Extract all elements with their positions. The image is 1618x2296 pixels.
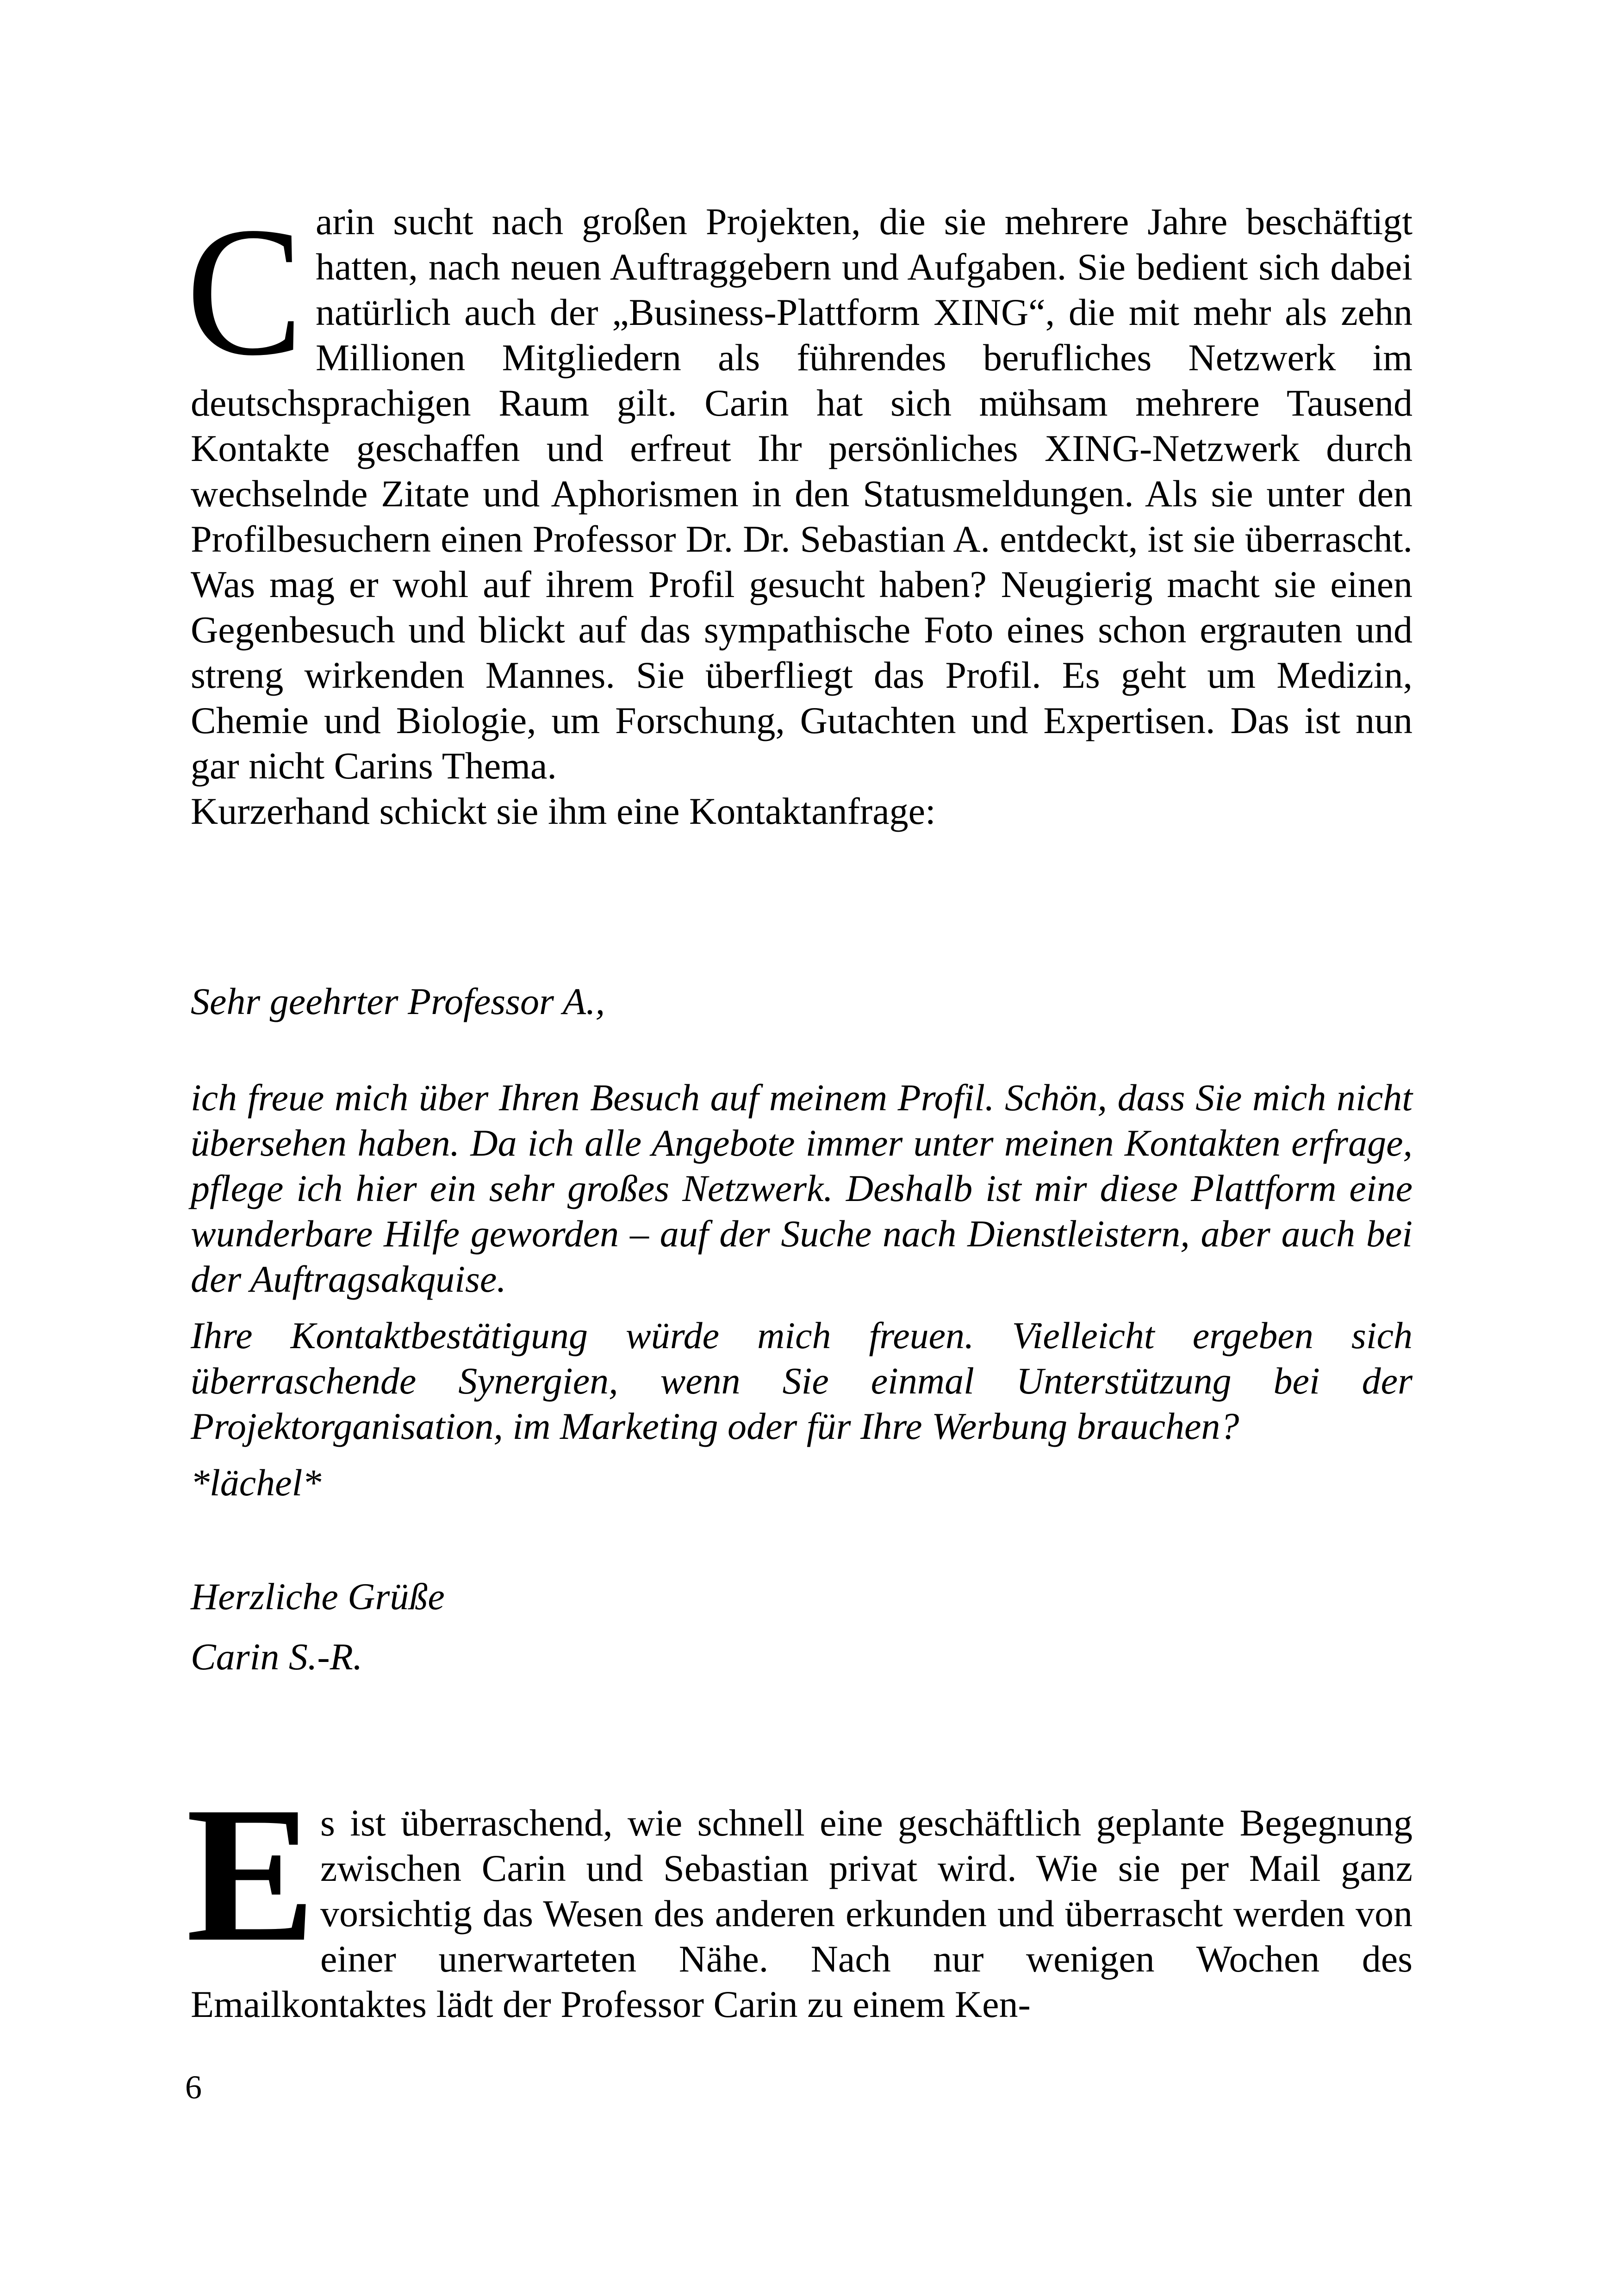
letter-paragraph-1: ich freue mich über Ihren Besuch auf meinem Profil. Schön, dass Sie mich nicht übersehen haben. Da ich alle Angebote immer unter meinen Kontakten erfrage, pflege ich hier ein sehr großes Netzwerk. Deshalb ist mir diese Plattform eine wunderbare Hilfe geworden – auf der Suche nach Dienstleistern, aber auch bei der Auftragsakquise. [191, 1076, 1413, 1300]
intro-text: arin sucht nach großen Projekten, die sie mehrere Jahre beschäftigt hatten, nach neuen Auftraggebern und Aufgaben. Sie bedient sich dabei natürlich auch der „Business-Plattform XING“, die mit mehr als zehn Millionen Mitgliedern als führendes berufliches Netzwerk im deutschsprachigen Raum gilt. Carin hat sich mühsam mehrere Tausend Kontakte geschaffen und erfreut Ihr persönliches XING-Netzwerk durch wechselnde Zitate und Aphorismen in den Statusmeldungen. Als sie unter den Profilbesuchern einen Professor Dr. Dr. Sebastian A. entdeckt, ist sie überrascht. Was mag er wohl auf ihrem Profil gesucht haben? Neugierig macht sie einen Gegenbesuch und blickt auf das sympathische Foto eines schon ergrauten und streng wirkenden Mannes. Sie überfliegt das Profil. Es geht um Medizin, Chemie und Biologie, um Forschung, Gutachten und Expertisen. Das ist nun gar nicht Carins Thema. [191, 200, 1413, 787]
page-number: 6 [185, 2069, 202, 2106]
continuation-text: s ist überraschend, wie schnell eine geschäftlich geplante Begegnung zwischen Carin und Sebastian privat wird. Wie sie per Mail ganz vorsichtig das Wesen des anderen erkunden und überrascht werden von einer unerwarteten Nähe. Nach nur wenigen Wochen des Emailkontaktes lädt der Professor Carin zu einem Ken- [191, 1802, 1413, 2025]
continuation-dropcap: E [186, 1767, 316, 1982]
letter-aside: *lächel* [191, 1462, 322, 1504]
letter-signature: Carin S.-R. [191, 1636, 363, 1678]
letter-salutation: Sehr geehrter Professor A., [191, 980, 605, 1022]
letter-closing: Herzliche Grüße [191, 1575, 445, 1618]
intro-paragraph [186, 189, 1413, 834]
intro-dropcap: C [186, 189, 304, 394]
intro-last-line: Kurzerhand schickt sie ihm eine Kontaktanfrage: [191, 790, 936, 832]
letter-paragraph-2: Ihre Kontaktbestätigung würde mich freuen. Vielleicht ergeben sich überraschende Synergien, wenn Sie einmal Unterstützung bei der Projektorganisation, im Marketing oder für Ihre Werbung brauchen? [191, 1314, 1413, 1447]
continuation-paragraph [186, 1767, 1413, 2027]
letter [191, 979, 1413, 1680]
